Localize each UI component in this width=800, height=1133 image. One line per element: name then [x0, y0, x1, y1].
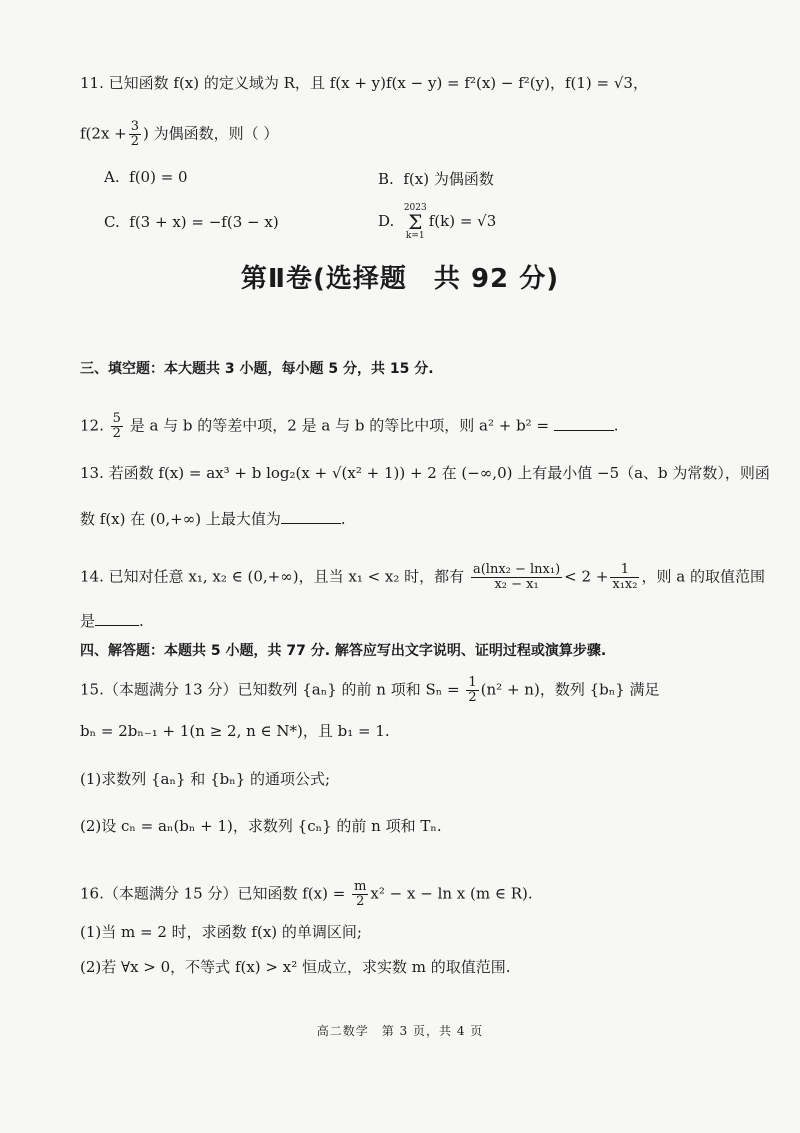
q14-frac1-num: a(lnx₂ − lnx₁): [472, 562, 561, 577]
q11-line2-suffix: ) 为偶函数，则（ ）: [143, 124, 279, 143]
q11-line1: 11. 已知函数 f(x) 的定义域为 R，且 f(x + y)f(x − y) = f²(x) − f²(y)，f(1) = √3，: [80, 74, 648, 92]
q14-frac2-den: x₁x₂: [612, 577, 638, 592]
q15-fraction: [466, 676, 478, 705]
q16-frac-den: 2: [356, 894, 365, 909]
q13-line2-text: 数 f(x) 在 (0,+∞) 上最大值为: [80, 510, 281, 528]
q14-line2: [80, 610, 144, 632]
q16-line1: [80, 880, 533, 909]
q15-line1: [80, 676, 660, 705]
q12-frac-den: 2: [112, 426, 121, 441]
q12-end: .: [613, 416, 619, 435]
q15-frac-num: 1: [468, 675, 477, 690]
option-b-label: B.: [378, 170, 394, 188]
q13-answer-blank: [281, 509, 341, 524]
option-a-text: f(0) = 0: [129, 168, 188, 186]
q14-answer-blank: [95, 611, 139, 626]
q11-option-b: [378, 168, 494, 189]
q11-line2-prefix: f(2x +: [80, 124, 127, 143]
q15-frac-den: 2: [468, 690, 477, 705]
sigma-icon: Σ: [408, 210, 423, 234]
q12-answer-blank: [554, 416, 614, 431]
q14-mid: < 2 +: [564, 567, 609, 586]
q14-frac1-den: x₂ − x₁: [494, 577, 539, 592]
q15-prefix: 15.（本题满分 13 分）已知数列 {aₙ} 的前 n 项和 Sₙ =: [80, 680, 460, 699]
option-a-label: A.: [104, 168, 120, 186]
q13-line2: [80, 508, 346, 530]
q12-text: 是 a 与 b 的等差中项，2 是 a 与 b 的等比中项，则 a² + b² =: [124, 416, 554, 435]
sum-upper: 2023: [403, 203, 427, 213]
summation-symbol: [404, 203, 427, 241]
part2-title: 第Ⅱ卷(选择题 共 92 分): [240, 264, 560, 294]
q15-line2: bₙ = 2bₙ₋₁ + 1(n ≥ 2, n ∈ N*)，且 b₁ = 1.: [80, 722, 390, 740]
q12: [80, 412, 619, 441]
q14-end: .: [139, 612, 144, 630]
q15-part1: (1)求数列 {aₙ} 和 {bₙ} 的通项公式;: [80, 770, 331, 788]
q11-frac-num: 3: [130, 119, 140, 134]
q14-line2-text: 是: [80, 612, 96, 630]
q16-prefix: 16.（本题满分 15 分）已知函数 f(x) =: [80, 884, 346, 903]
page-footer: 高二数学 第 3 页，共 4 页: [316, 1024, 484, 1038]
q11-option-c: [104, 213, 279, 231]
q14-prefix: 14. 已知对任意 x₁, x₂ ∈ (0,+∞)，且当 x₁ < x₂ 时，都有: [80, 567, 465, 586]
q13-end: .: [340, 510, 346, 528]
q12-fraction: [111, 412, 123, 441]
q14-frac2-num: 1: [610, 563, 639, 578]
q12-frac-num: 5: [112, 411, 121, 426]
q14-suffix: ，则 a 的取值范围: [641, 567, 765, 586]
q11-line2: [80, 120, 278, 149]
q16-suffix: x² − x − ln x (m ∈ R).: [370, 884, 533, 903]
option-b-text: f(x) 为偶函数: [403, 170, 494, 188]
q15-part2: (2)设 cₙ = aₙ(bₙ + 1)，求数列 {cₙ} 的前 n 项和 Tₙ.: [80, 817, 442, 835]
q11-option-a: [104, 168, 188, 186]
q16-part2: (2)若 ∀x > 0，不等式 f(x) > x² 恒成立，求实数 m 的取值范围.: [80, 958, 511, 976]
q11-option-d: [378, 203, 496, 241]
section4-header: 四、解答题：本题共 5 小题，共 77 分. 解答应写出文字说明、证明过程或演算步骤.: [80, 643, 607, 659]
q16-fraction: [352, 880, 368, 909]
q16-part1: (1)当 m = 2 时，求函数 f(x) 的单调区间;: [80, 923, 362, 941]
q14-fraction2: [610, 563, 639, 592]
section3-header: 三、填空题：本大题共 3 小题，每小题 5 分，共 15 分.: [80, 361, 434, 377]
option-c-label: C.: [104, 213, 120, 231]
q11-frac-den: 2: [130, 134, 140, 149]
q15-suffix: (n² + n)，数列 {bₙ} 满足: [480, 680, 660, 699]
q11-fraction: [129, 120, 141, 149]
q16-frac-num: m: [354, 879, 367, 894]
q13-line1: 13. 若函数 f(x) = ax³ + b log₂(x + √(x² + 1)) + 2 在 (−∞,0) 上有最小值 −5（a、b 为常数），则函: [80, 464, 770, 482]
option-d-text: f(k) = √3: [428, 212, 497, 230]
q14-line1: [80, 563, 765, 592]
sum-lower: k=1: [405, 231, 425, 241]
q14-fraction1: [471, 563, 562, 592]
option-d-label: D.: [378, 212, 395, 230]
q12-number: 12.: [80, 416, 104, 435]
option-c-text: f(3 + x) = −f(3 − x): [129, 213, 279, 231]
